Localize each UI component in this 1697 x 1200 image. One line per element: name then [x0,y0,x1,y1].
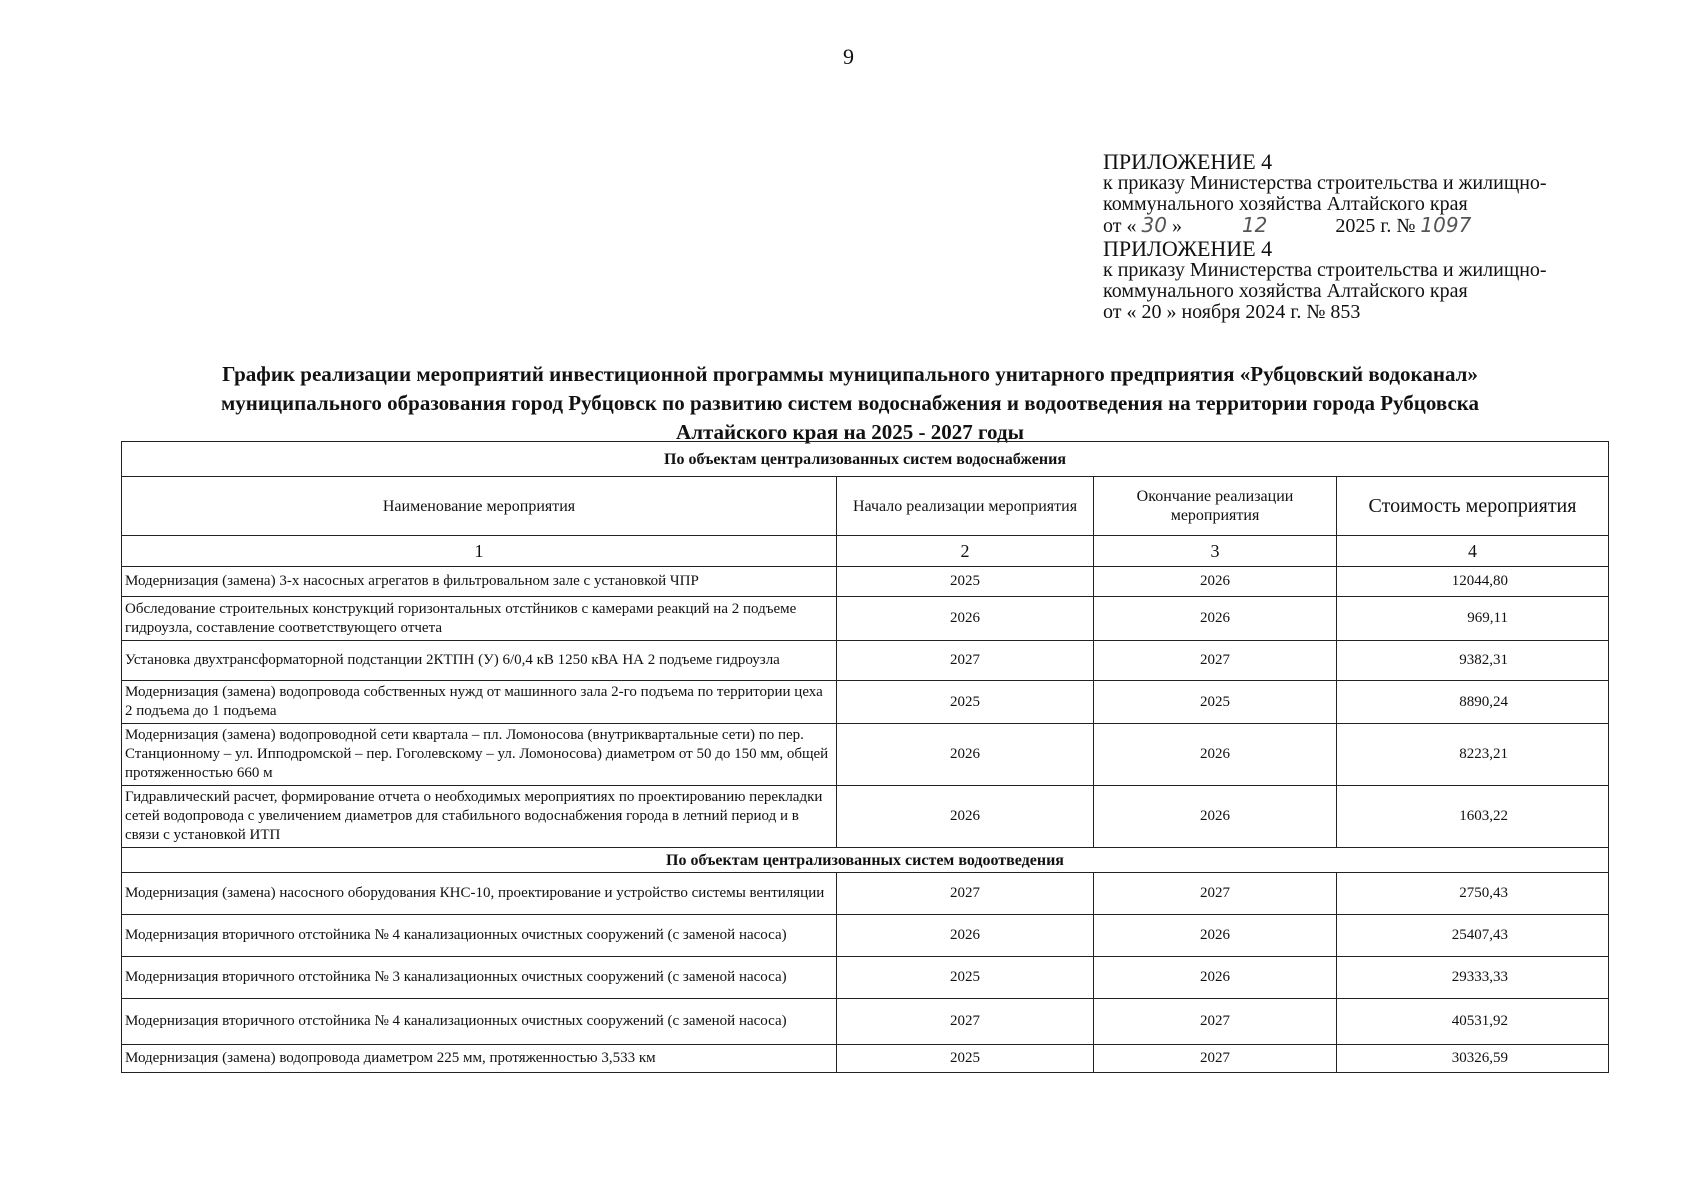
cell-start: 2025 [837,567,1094,597]
table-row [122,1045,1609,1073]
table-row [122,681,1609,724]
section-header-row [122,848,1609,873]
cell-end: 2026 [1094,567,1337,597]
cell-start: 2026 [837,915,1094,957]
cell-end: 2027 [1094,1045,1337,1073]
cell-start: 2027 [837,999,1094,1045]
handwritten-month: 12 [1241,213,1268,237]
cell-start: 2026 [837,786,1094,848]
title-line: Алтайского края на 2025 - 2027 годы [676,420,1024,444]
table-row [122,567,1609,597]
cell-name: Обследование строительных конструкций горизонтальных отстйников с камерами реакций на 2 подъеме гидроузла, составление соответствующего отчета [122,597,837,641]
column-header-start: Начало реализации мероприятия [837,477,1094,536]
cell-cost: 40531,92 [1337,999,1609,1045]
table-header-row [122,477,1609,536]
cell-end: 2026 [1094,724,1337,786]
cell-cost: 9382,31 [1337,641,1609,681]
cell-cost: 1603,22 [1337,786,1609,848]
table-row [122,999,1609,1045]
column-header-cost: Стоимость мероприятия [1337,477,1609,536]
appendix-order-line: коммунального хозяйства Алтайского края [1103,280,1468,302]
appendix-date-line [1103,215,1547,237]
cell-end: 2026 [1094,597,1337,641]
cell-cost: 29333,33 [1337,957,1609,999]
cell-start: 2026 [837,724,1094,786]
column-number: 1 [122,536,837,567]
appendix-order-line: коммунального хозяйства Алтайского края [1103,193,1468,215]
cell-name: Гидравлический расчет, формирование отчета о необходимых мероприятиях по проектированию перекладки сетей водопровода с увеличением диаметров для стабильного водоснабжения города в летний период и в связи с установкой ИТП [122,786,837,848]
cell-cost: 2750,43 [1337,873,1609,915]
title-line: муниципального образования город Рубцовск по развитию систем водоснабжения и водоотведения на территории города Рубцовска [220,391,1480,415]
table-row [122,724,1609,786]
cell-start: 2025 [837,957,1094,999]
schedule-table [121,441,1609,1073]
cell-name: Модернизация (замена) насосного оборудования КНС-10, проектирование и устройство системы вентиляции [122,873,837,915]
cell-end: 2026 [1094,915,1337,957]
column-number: 2 [837,536,1094,567]
appendix-title: ПРИЛОЖЕНИЕ 4 [1103,149,1273,174]
cell-name: Модернизация (замена) водопровода собственных нужд от машинного зала 2-го подъема по территории цеха 2 подъема до 1 подъема [122,681,837,724]
handwritten-number: 1097 [1420,213,1472,237]
cell-cost: 8890,24 [1337,681,1609,724]
cell-end: 2026 [1094,957,1337,999]
table-row [122,957,1609,999]
cell-end: 2026 [1094,786,1337,848]
table-row [122,786,1609,848]
cell-end: 2027 [1094,999,1337,1045]
table-row [122,873,1609,915]
date-prefix: от « [1103,215,1137,237]
column-number-row [122,536,1609,567]
table-row [122,641,1609,681]
cell-name: Модернизация вторичного отстойника № 3 канализационных очистных сооружений (с заменой насоса) [122,957,837,999]
cell-cost: 12044,80 [1337,567,1609,597]
cell-start: 2027 [837,641,1094,681]
title-line: График реализации мероприятий инвестиционной программы муниципального унитарного предприятия «Рубцовский водоканал» [222,362,1478,386]
cell-name: Модернизация (замена) водопровода диаметром 225 мм, протяженностью 3,533 км [122,1045,837,1073]
document-title [110,360,1590,447]
cell-name: Модернизация вторичного отстойника № 4 канализационных очистных сооружений (с заменой насоса) [122,915,837,957]
table-row [122,597,1609,641]
cell-end: 2025 [1094,681,1337,724]
cell-cost: 25407,43 [1337,915,1609,957]
appendix-order-line: к приказу Министерства строительства и жилищно- [1103,259,1547,281]
handwritten-day: 30 [1141,213,1167,237]
cell-name: Модернизация (замена) водопроводной сети квартала – пл. Ломоносова (внутриквартальные сети) по пер. Станционному – ул. Ипподромской – пер. Гоголевскому – ул. Ломоносова) диаметром от 50 до 150 мм, общей протяженностью 660 м [122,724,837,786]
cell-end: 2027 [1094,641,1337,681]
column-header-name: Наименование мероприятия [122,477,837,536]
cell-start: 2027 [837,873,1094,915]
cell-name: Модернизация вторичного отстойника № 4 канализационных очистных сооружений (с заменой насоса) [122,999,837,1045]
cell-cost: 8223,21 [1337,724,1609,786]
column-number: 4 [1337,536,1609,567]
appendix-date-line: от « 20 » ноября 2024 г. № 853 [1103,301,1361,323]
section-water-disposal: По объектам централизованных систем водоотведения [122,848,1609,873]
cell-start: 2026 [837,597,1094,641]
appendix-title: ПРИЛОЖЕНИЕ 4 [1103,236,1273,261]
appendix-header [1103,150,1547,323]
date-year: 2025 г. № [1335,215,1416,237]
section-header-row [122,442,1609,477]
date-mid: » [1171,215,1182,237]
section-water-supply: По объектам централизованных систем водоснабжения [122,442,1609,477]
appendix-order-line: к приказу Министерства строительства и жилищно- [1103,172,1547,194]
cell-end: 2027 [1094,873,1337,915]
column-number: 3 [1094,536,1337,567]
column-header-end: Окончание реализации мероприятия [1094,477,1337,536]
cell-start: 2025 [837,681,1094,724]
table-row [122,915,1609,957]
cell-name: Модернизация (замена) 3-х насосных агрегатов в фильтровальном зале с установкой ЧПР [122,567,837,597]
page-number: 9 [843,44,854,69]
cell-name: Установка двухтрансформаторной подстанции 2КТПН (У) 6/0,4 кВ 1250 кВА НА 2 подъеме гидроузла [122,641,837,681]
cell-cost: 969,11 [1337,597,1609,641]
cell-cost: 30326,59 [1337,1045,1609,1073]
cell-start: 2025 [837,1045,1094,1073]
